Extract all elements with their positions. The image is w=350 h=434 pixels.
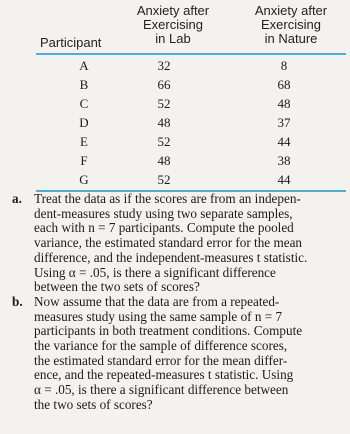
question-a bbox=[6, 192, 346, 295]
cell-nature: 68 bbox=[277, 77, 291, 92]
cell-participant: C bbox=[79, 96, 89, 111]
question-line: Now assume that the data are from a repeated- bbox=[34, 293, 280, 309]
cell-nature: 8 bbox=[280, 58, 288, 73]
header-lab bbox=[130, 4, 216, 46]
cell-nature: 44 bbox=[277, 172, 291, 187]
table-row bbox=[0, 113, 350, 132]
question-line: measures study using the same sample of n = 7 bbox=[34, 308, 283, 324]
cell-lab: 48 bbox=[157, 153, 171, 168]
cell-lab: 52 bbox=[157, 134, 171, 149]
question-line: difference, and the independent-measures t statistic. bbox=[34, 249, 308, 265]
question-line: ence, and the repeated-measures t statistic. Using bbox=[34, 367, 294, 383]
table-row bbox=[0, 151, 350, 170]
header-lab-line: in Lab bbox=[155, 31, 191, 46]
cell-nature: 48 bbox=[277, 96, 291, 111]
cell-nature: 37 bbox=[277, 115, 291, 130]
table-top-rule bbox=[36, 53, 346, 55]
cell-lab: 52 bbox=[157, 172, 171, 187]
cell-participant: E bbox=[80, 134, 88, 149]
question-line: participants in both treatment conditions. Compute bbox=[34, 323, 303, 339]
question-line: dent-measures study using two separate samples, bbox=[34, 205, 293, 221]
cell-nature: 38 bbox=[277, 153, 291, 168]
question-line: the estimated standard error for the mean differ- bbox=[34, 352, 288, 368]
cell-participant: D bbox=[79, 115, 89, 130]
question-line: the variance for the sample of difference scores, bbox=[34, 338, 288, 354]
cell-participant: B bbox=[79, 77, 89, 92]
cell-lab: 52 bbox=[157, 96, 171, 111]
table-row bbox=[0, 75, 350, 94]
question-line: α = .05, is there a significant difference between bbox=[34, 382, 289, 398]
cell-nature: 44 bbox=[277, 134, 291, 149]
header-participant-text: Participant bbox=[40, 35, 102, 50]
question-line: Using α = .05, is there a significant difference bbox=[34, 264, 276, 280]
header-lab-line: Exercising bbox=[143, 17, 203, 32]
question-line: the two sets of scores? bbox=[34, 396, 153, 412]
question-line: variance, the estimated standard error for the mean bbox=[34, 235, 303, 251]
table-row bbox=[0, 56, 350, 75]
question-line: each with n = 7 participants. Compute the pooled bbox=[34, 220, 294, 236]
table-row bbox=[0, 132, 350, 151]
cell-lab: 32 bbox=[157, 58, 171, 73]
cell-participant: G bbox=[79, 172, 89, 187]
header-nature-line: Exercising bbox=[261, 17, 321, 32]
header-nature bbox=[244, 4, 338, 46]
header-lab-line: Anxiety after bbox=[136, 3, 210, 18]
exercise-questions bbox=[6, 192, 346, 413]
question-line: Treat the data as if the scores are from an indepen- bbox=[34, 191, 301, 206]
question-b bbox=[6, 295, 346, 413]
table-row bbox=[0, 94, 350, 113]
cell-participant: F bbox=[80, 153, 88, 168]
question-label: a. bbox=[12, 191, 22, 206]
header-nature-line: Anxiety after bbox=[254, 3, 328, 18]
question-line: between the two sets of scores? bbox=[34, 279, 200, 295]
header-nature-line: in Nature bbox=[264, 31, 318, 46]
header-participant bbox=[40, 36, 114, 50]
table-row bbox=[0, 170, 350, 189]
question-label: b. bbox=[12, 293, 23, 309]
cell-lab: 66 bbox=[157, 77, 171, 92]
cell-participant: A bbox=[79, 58, 89, 73]
cell-lab: 48 bbox=[157, 115, 171, 130]
